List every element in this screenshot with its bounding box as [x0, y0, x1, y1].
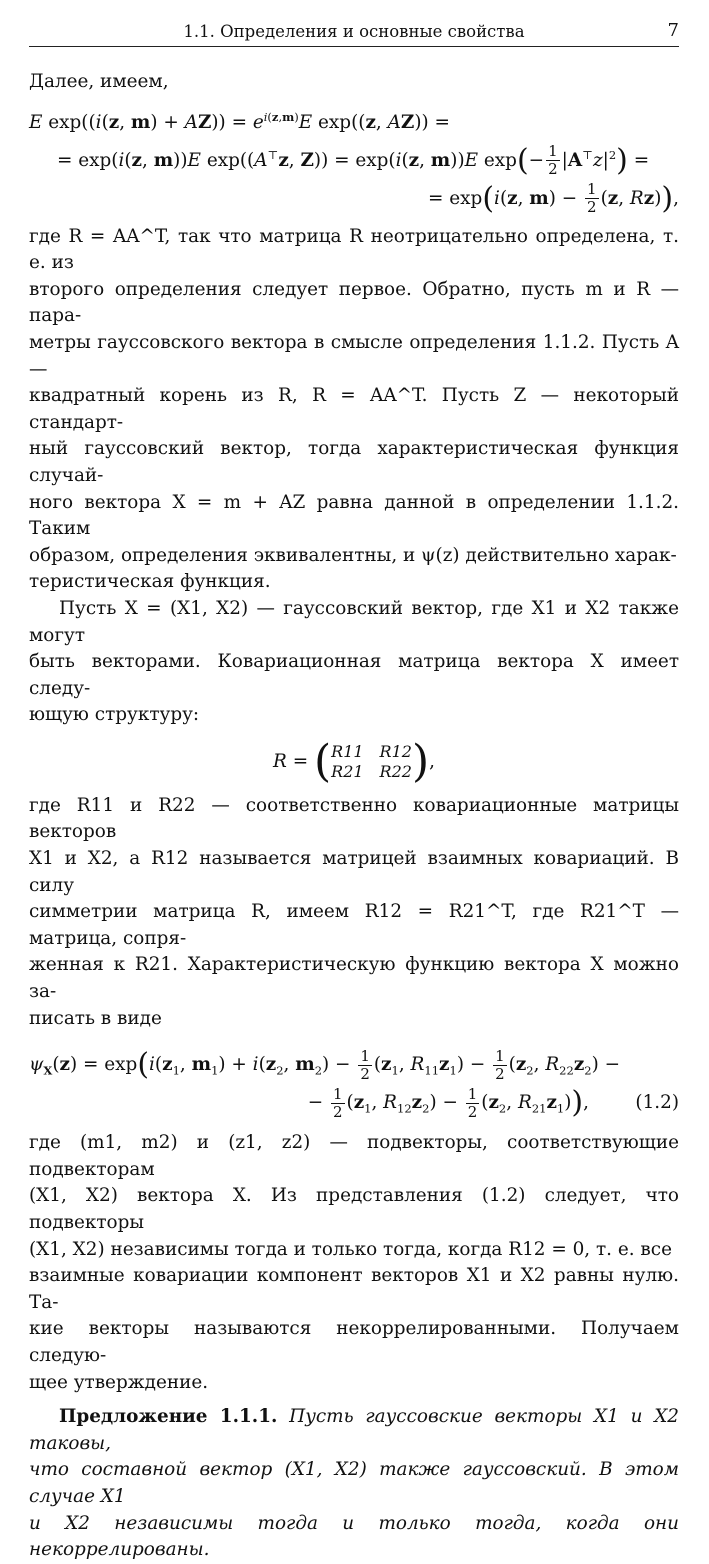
text-line: ющую структуру:	[29, 704, 200, 726]
text-line: симметрии матрица R, имеем R12 = R21^T, где R21^T — матрица, сопря-	[29, 901, 679, 949]
equation-1-line-1: E exp((i(z, $m) + AZ)) = e^{i(z,m)}E$ exp((z, AZ)) =	[29, 109, 450, 133]
paragraph-5	[29, 1130, 679, 1396]
proposition	[29, 1404, 679, 1564]
text-line: взаимные ковариации компонент векторов X1 и X2 равны нулю. Та-	[29, 1265, 679, 1313]
running-header	[29, 14, 679, 47]
text-line: теристическая функция.	[29, 571, 271, 593]
text-line: метры гауссовского вектора в смысле определения 1.1.2. Пусть A —	[29, 331, 679, 380]
text-line: писать в виде	[29, 1007, 162, 1029]
equation-block-2	[29, 1046, 679, 1122]
equation-1-line-3: = exp(i(z, m) − $\frac{1}{2}$ (z, Rz)),	[428, 180, 679, 217]
text-line: где (m1, m2) и (z1, z2) — подвекторы, соответствующие подвекторам	[29, 1132, 679, 1180]
paragraph-2	[29, 224, 679, 596]
equation-number: (1.2)	[635, 1092, 679, 1114]
matrix-entry-r21: R21	[331, 761, 364, 781]
text-line: кие векторы называются некоррелированными. Получаем следую-	[29, 1318, 679, 1366]
text-line	[29, 1404, 679, 1457]
text-line: Пусть X = (X1, X2) — гауссовский вектор, где X1 и X2 также могут	[29, 597, 679, 646]
text-line: квадратный корень из R, R = AA^T. Пусть Z — некоторый стандарт-	[29, 385, 679, 433]
equation-2-line-1: $\psi_X(z) = \exp(i(z_1$, $m_1) + i(z_2$, $m_2$) − $\frac{1}{2}$ ($z_1$, $R_{11}z_1$) − $\frac{1}{2}$ ($z_2$, $R_{22}z_2$) −	[29, 1046, 621, 1083]
text-line: ный гауссовский вектор, тогда характеристическая функция случай-	[29, 438, 679, 486]
paragraph-3	[29, 596, 679, 729]
text-line: что составной вектор (X1, X2) также гауссовский. В этом случае X1	[29, 1459, 679, 1507]
paragraph-intro: Далее, имеем,	[29, 71, 169, 92]
paragraph-4	[29, 793, 679, 1032]
proposition-title: Предложение 1.1.1.	[59, 1406, 278, 1428]
equation-2-line-2: − $\frac{1}{2}$ ($z_1$, $R_{12}z_2$) − $\frac{1}{2}$ ($z_2$, $R_{21}z_1$)), (1.2)	[307, 1084, 679, 1121]
matrix-entry-r11: R11	[331, 741, 364, 761]
text-line: ного вектора X = m + AZ равна данной в определении 1.1.2. Таким	[29, 491, 679, 540]
running-title: 1.1. Определения и основные свойства	[183, 22, 525, 41]
text-line: (X1, X2) вектора X. Из представления (1.2) следует, что подвекторы	[29, 1185, 679, 1233]
matrix-entry-r12: R12	[379, 741, 412, 761]
text-line: X1 и X2, а R12 называется матрицей взаимных ковариаций. В силу	[29, 848, 679, 896]
text-line: где R = AA^T, так что матрица R неотрицательно определена, т. е. из	[29, 225, 679, 274]
text-line: (X1, X2) независимы тогда и только тогда, когда R12 = 0, т. е. все	[29, 1238, 672, 1260]
page-number: 7	[667, 20, 679, 41]
text-line: быть векторами. Ковариационная матрица вектора X имеет следу-	[29, 651, 679, 699]
text-line: щее утверждение.	[29, 1371, 209, 1393]
proposition-text: Пусть гауссовские векторы X1 и X2 таковы,	[29, 1406, 679, 1454]
text-line: и X2 независимы тогда и только тогда, когда они некоррелированы.	[29, 1512, 679, 1561]
covariance-matrix	[331, 742, 412, 782]
text-line: где R11 и R22 — соответственно ковариационные матрицы векторов	[29, 794, 679, 843]
text-line: образом, определения эквивалентны, и ψ(z) действительно харак-	[29, 544, 677, 566]
equation-1-line-2: = exp(i(z, m))E exp((A⊤z, Z)) = exp(i(z, m))E exp(− $\frac{1}{2}$ $|A^⊤z|^2$) =	[57, 142, 650, 179]
covariance-matrix-display: R = ( R11 R12 R21 R22 ),	[273, 735, 435, 787]
equation-block-1	[29, 104, 679, 218]
text-line: женная к R21. Характеристическую функцию вектора X можно за-	[29, 954, 679, 1003]
matrix-entry-r22: R22	[379, 761, 412, 781]
page	[29, 14, 679, 1564]
text-line: второго определения следует первое. Обратно, пусть m и R — пара-	[29, 278, 679, 327]
